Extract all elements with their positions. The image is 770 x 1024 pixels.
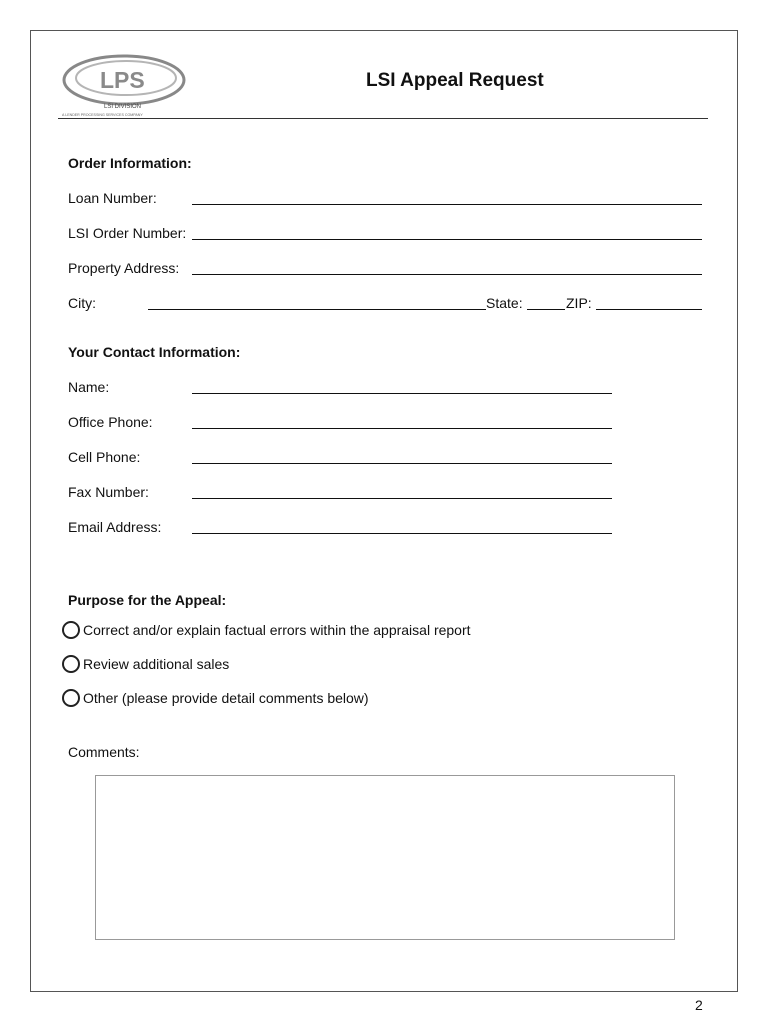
loan-number-field[interactable]	[192, 204, 702, 205]
lsi-order-number-label: LSI Order Number:	[68, 225, 187, 241]
comments-label: Comments:	[68, 744, 140, 760]
loan-number-label: Loan Number:	[68, 190, 157, 206]
office-phone-label: Office Phone:	[68, 414, 153, 430]
page-number: 2	[695, 997, 703, 1013]
lps-logo	[58, 48, 198, 120]
radio-button[interactable]	[62, 655, 80, 673]
cell-phone-label: Cell Phone:	[68, 449, 141, 465]
name-label: Name:	[68, 379, 110, 395]
city-label: City:	[68, 295, 96, 311]
option-label: Correct and/or explain factual errors within the appraisal report	[83, 622, 471, 638]
cell-phone-field[interactable]	[192, 463, 612, 464]
purpose-option-other[interactable]	[62, 686, 369, 710]
purpose-heading: Purpose for the Appeal:	[68, 592, 227, 608]
zip-label: ZIP:	[566, 295, 592, 311]
fax-number-label: Fax Number:	[68, 484, 149, 500]
purpose-option-additional-sales[interactable]	[62, 652, 229, 676]
purpose-option-factual-errors[interactable]	[62, 618, 471, 642]
radio-button[interactable]	[62, 621, 80, 639]
office-phone-field[interactable]	[192, 428, 612, 429]
comments-textarea[interactable]	[95, 775, 675, 940]
state-field[interactable]	[527, 309, 565, 310]
name-field[interactable]	[192, 393, 612, 394]
lsi-order-number-field[interactable]	[192, 239, 702, 240]
option-label: Review additional sales	[83, 656, 230, 672]
contact-info-heading: Your Contact Information:	[68, 344, 241, 360]
city-field[interactable]	[148, 309, 486, 310]
order-info-heading: Order Information:	[68, 155, 192, 171]
logo-division: LSI DIVISION	[104, 104, 142, 110]
email-address-label: Email Address:	[68, 519, 162, 535]
property-address-field[interactable]	[192, 274, 702, 275]
property-address-label: Property Address:	[68, 260, 180, 276]
email-address-field[interactable]	[192, 533, 612, 534]
header-divider	[58, 118, 708, 119]
page-title: LSI Appeal Request	[366, 70, 544, 91]
zip-field[interactable]	[596, 309, 702, 310]
fax-number-field[interactable]	[192, 498, 612, 499]
state-label: State:	[486, 295, 523, 311]
radio-button[interactable]	[62, 689, 80, 707]
logo-tagline: A LENDER PROCESSING SERVICES COMPANY	[62, 113, 143, 117]
logo-brand: LPS	[100, 67, 145, 93]
option-label: Other (please provide detail comments below)	[83, 690, 369, 706]
lps-logo-graphic	[58, 48, 198, 120]
